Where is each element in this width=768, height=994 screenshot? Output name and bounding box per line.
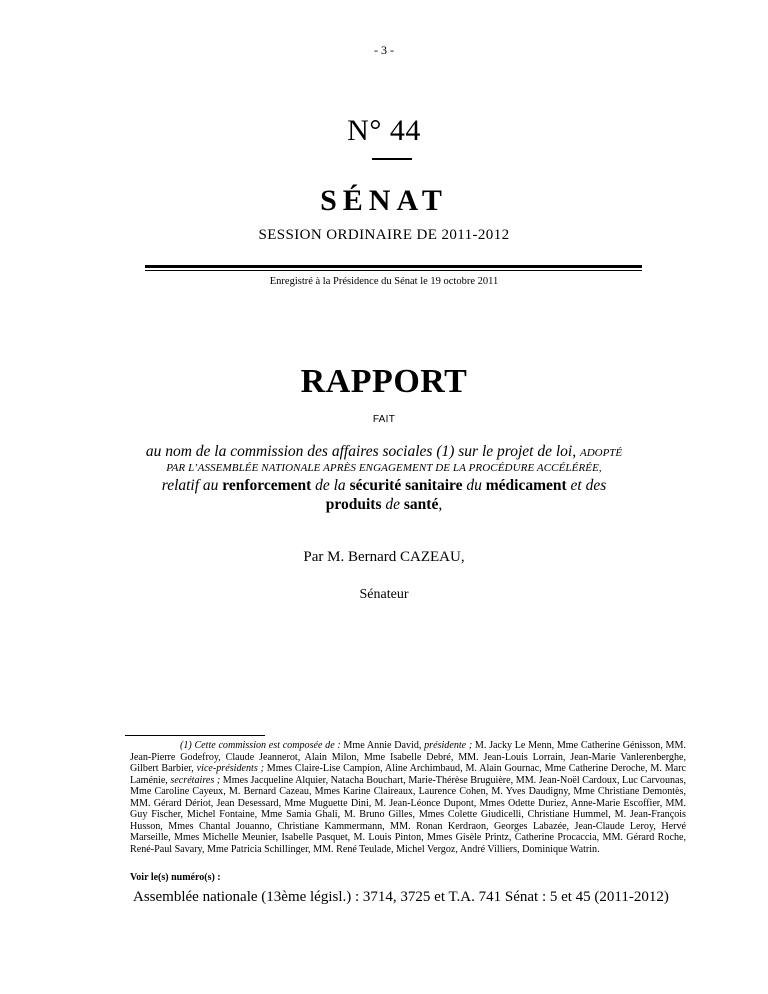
footnote-role: vice-présidents ;: [196, 763, 264, 774]
registration-note: Enregistré à la Présidence du Sénat le 19 octobre 2011: [269, 276, 499, 287]
subject-text: de: [381, 496, 404, 513]
footnote-text: Mmes Jacqueline Alquier, Natacha Bouchart, Marie-Thérèse Bruguière, MM. Jean-Noël Cardoux, Luc Carvounas, Mme Caroline Cayeux, M. Bernard Cazeau, Mmes Karine Claireaux, Laurence Cohen, M. Yves Daudigny, Mme Christiane Demontès, MM. Gérard Dériot, Jean Desessard, Mme Muguette Dini, M. Jean-Léonce Dupont, Mmes Odette Duriez, Anne-Marie Escoffier, MM. Guy Fischer, Michel Fontaine, Mme Samia Ghali, M. Bruno Gilles, Mmes Colette Giudicelli, Christiane Hummel, M. Jean-François Husson, Mmes Chantal Jouanno, Christiane Kammermann, MM. Ronan Kerdraon, Georges Labazée, Jean-Claude Leroy, Hervé Marseille, Mmes Michelle Meunier, Isabelle Pasquet, M. Louis Pinton, Mmes Gisèle Printz, Catherine Procaccia, MM. Gérard Roche, René-Paul Savary, Mme Patricia Schillinger, MM. René Teulade, Michel Vergoz, André Villiers, Dominique Watrin.: [130, 774, 686, 855]
subject-text: de la: [311, 477, 350, 494]
fait-label: FAIT: [372, 414, 396, 425]
document-number: N° 44: [347, 114, 421, 147]
subject-bold: médicament: [485, 477, 567, 494]
author-line: Par M. Bernard CAZEAU,: [303, 549, 465, 565]
subject-text: ,: [438, 496, 443, 513]
subject-bold: santé: [403, 496, 439, 513]
subject-line-4: [0, 496, 768, 514]
document-numbers: Assemblée nationale (13ème législ.) : 3714, 3725 et T.A. 741 Sénat : 5 et 45 (2011-2012): [133, 889, 669, 905]
subject-line-3: [0, 477, 768, 495]
institution-title: SÉNAT: [320, 184, 448, 217]
footnote-separator: [125, 735, 265, 736]
subject-adopte: ADOPTÉ: [579, 447, 623, 459]
double-rule-bottom: [145, 270, 642, 271]
footnote: [130, 740, 686, 855]
footnote-text: Mme Annie David,: [340, 740, 425, 751]
subject-bold: sécurité sanitaire: [349, 477, 463, 494]
subject-line-1: [0, 443, 768, 461]
footnote-text: M. Jacky Le Menn, Mme Catherine Génisson, MM. Jean-Pierre Godefroy, Claude Jeannerot, Alain Milon, Mme Isabelle Debré, MM. Jean-Louis Lorrain, Jean-Marie Vanlerenberghe, Gilbert Barbier,: [130, 740, 686, 774]
session-label: SESSION ORDINAIRE DE 2011-2012: [258, 227, 510, 243]
footnote-role: présidente ;: [424, 740, 473, 751]
see-numbers-label: Voir le(s) numéro(s) :: [130, 872, 221, 883]
subject-text: du: [462, 477, 486, 494]
subject-text: et des: [566, 477, 607, 494]
subject-text: au nom de la commission des affaires sociales (1) sur le projet de loi,: [145, 443, 580, 460]
report-title: RAPPORT: [300, 363, 468, 400]
subject-text: relatif au: [161, 477, 223, 494]
footnote-intro: (1) Cette commission est composée de :: [180, 740, 341, 751]
author-role: Sénateur: [359, 587, 409, 602]
footnote-role: secrétaires ;: [170, 774, 221, 786]
subject-bold: renforcement: [222, 477, 312, 494]
page-number: - 3 -: [374, 43, 394, 57]
number-underline: [372, 158, 412, 160]
footnote-text: Mmes Claire-Lise Campion, Aline Archimbaud, M. Alain Gournac, Mme Catherine Deroche, M. Marc Laménie,: [130, 763, 686, 786]
double-rule-top: [145, 265, 642, 268]
subject-bold: produits: [325, 496, 382, 513]
subject-line-2: PAR L’ASSEMBLÉE NATIONALE APRÈS ENGAGEMENT DE LA PROCÉDURE ACCÉLÉRÉE,: [166, 462, 602, 474]
